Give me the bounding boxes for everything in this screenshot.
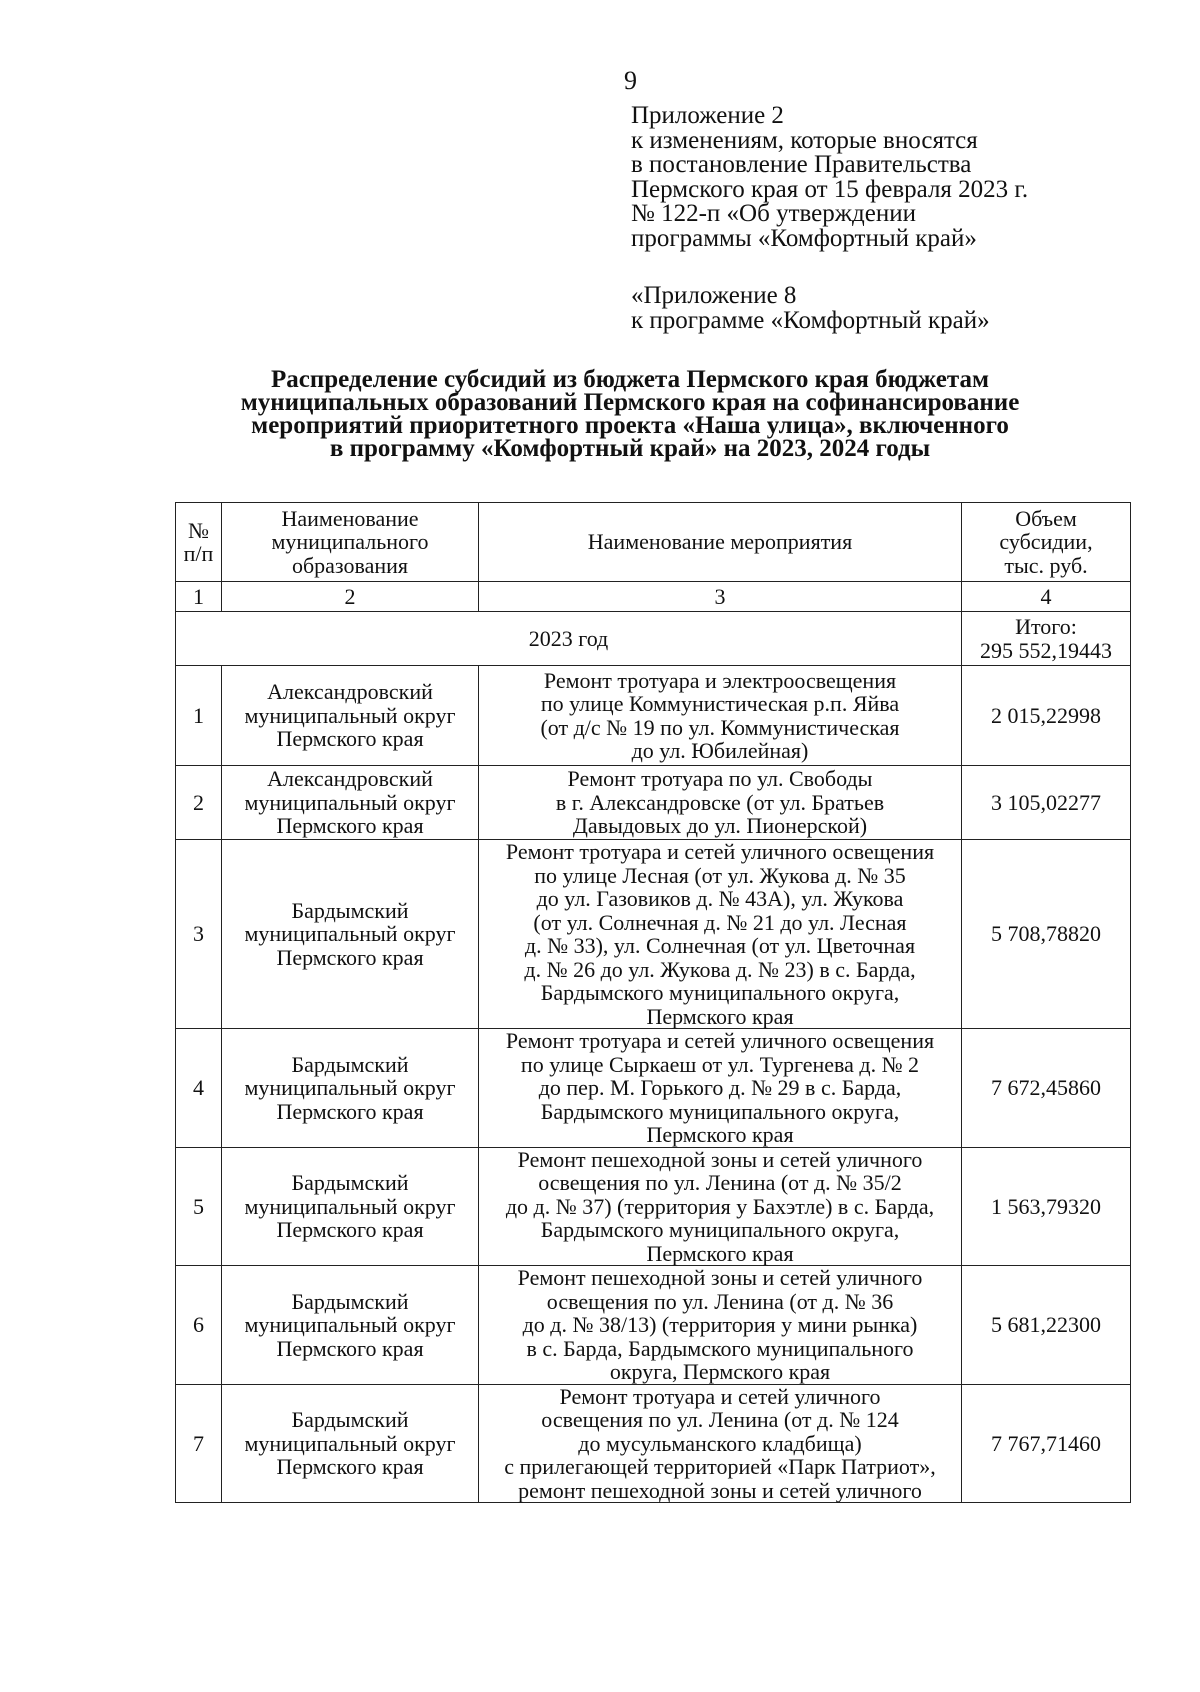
activity-cell bbox=[479, 1266, 962, 1385]
table-row bbox=[176, 1029, 1131, 1148]
column-number: 2 bbox=[222, 582, 479, 612]
activity-cell bbox=[479, 1384, 962, 1503]
cell-line: Бардымский bbox=[291, 1051, 409, 1077]
cell-line: Ремонт тротуара и сетей уличного освещения bbox=[505, 1028, 935, 1053]
cell-line: Александровский bbox=[267, 766, 433, 792]
cell-line: муниципальный округ bbox=[244, 702, 456, 728]
appendix-line: Пермского края от 15 февраля 2023 г. bbox=[631, 175, 1029, 203]
cell-line: Бардымский bbox=[291, 1170, 409, 1195]
cell-line: Ремонт тротуара и сетей уличного bbox=[559, 1383, 881, 1409]
municipality-cell bbox=[222, 766, 479, 840]
cell-line: 3 105,02277 bbox=[991, 789, 1101, 815]
cell-line: 4 bbox=[193, 1075, 204, 1100]
row-number bbox=[176, 666, 222, 766]
cell-line: Пермского края bbox=[276, 726, 424, 752]
cell-line: Бардымского муниципального округа, bbox=[540, 980, 900, 1005]
municipality-cell bbox=[222, 840, 479, 1029]
year-label: 2023 год bbox=[176, 612, 962, 666]
row-number bbox=[176, 766, 222, 840]
row-number bbox=[176, 1147, 222, 1266]
cell-line: Бардымского муниципального округа, bbox=[540, 1217, 900, 1242]
cell-line: 5 681,22300 bbox=[991, 1312, 1101, 1337]
cell-line: в с. Барда, Бардымского муниципального bbox=[526, 1335, 914, 1361]
cell-line: 295 552,19443 bbox=[980, 637, 1112, 663]
cell-line: 7 767,71460 bbox=[991, 1430, 1101, 1456]
activity-cell bbox=[479, 1029, 962, 1148]
cell-line: 1 563,79320 bbox=[991, 1193, 1101, 1219]
cell-line: до д. № 37) (территория у Бахэтле) в с. Барда, bbox=[505, 1193, 935, 1219]
cell-line: 1 bbox=[193, 702, 204, 728]
table-row bbox=[176, 766, 1131, 840]
row-number bbox=[176, 1266, 222, 1385]
column-number: 4 bbox=[962, 582, 1131, 612]
cell-line: субсидии, bbox=[999, 529, 1093, 555]
cell-line: муниципальный округ bbox=[244, 1430, 456, 1456]
amount-cell bbox=[962, 766, 1131, 840]
table-row bbox=[176, 840, 1131, 1029]
cell-line: (от ул. Солнечная д. № 21 до ул. Лесная bbox=[533, 909, 907, 935]
amount-cell bbox=[962, 1029, 1131, 1148]
cell-line: Ремонт пешеходной зоны и сетей уличного bbox=[517, 1265, 923, 1290]
header-amount bbox=[962, 503, 1131, 582]
cell-line: округа, Пермского края bbox=[609, 1359, 831, 1384]
column-number: 1 bbox=[176, 582, 222, 612]
cell-line: 5 708,78820 bbox=[991, 921, 1101, 947]
subsidy-table bbox=[175, 502, 1131, 1503]
cell-line: муниципальный округ bbox=[244, 789, 456, 815]
table-row bbox=[176, 1266, 1131, 1385]
cell-line: 7 672,45860 bbox=[991, 1075, 1101, 1100]
cell-line: Ремонт тротуара и электроосвещения bbox=[543, 667, 897, 693]
amount-cell bbox=[962, 1384, 1131, 1503]
cell-line: (от д/с № 19 по ул. Коммунистическая bbox=[540, 714, 900, 740]
cell-line: до мусульманского кладбища) bbox=[578, 1430, 862, 1456]
appendix-line: «Приложение 8 bbox=[631, 282, 797, 309]
activity-cell bbox=[479, 666, 962, 766]
cell-line: муниципальный округ bbox=[244, 1193, 456, 1219]
cell-line: Ремонт тротуара и сетей уличного освещения bbox=[505, 839, 935, 864]
municipality-cell bbox=[222, 666, 479, 766]
table-header-row bbox=[176, 503, 1131, 582]
title-line: Распределение субсидий из бюджета Пермского края бюджетам bbox=[270, 366, 990, 393]
table-row bbox=[176, 1384, 1131, 1503]
appendix-line: к изменениям, которые вносятся bbox=[631, 126, 978, 154]
cell-line: Пермского края bbox=[646, 1240, 794, 1266]
cell-line: д. № 26 до ул. Жукова д. № 23) в с. Барда, bbox=[524, 956, 916, 982]
cell-line: муниципальный округ bbox=[244, 1312, 456, 1337]
cell-line: Итого: bbox=[1015, 614, 1077, 639]
cell-line: в г. Александровске (от ул. Братьев bbox=[555, 789, 885, 815]
cell-line: 2 015,22998 bbox=[991, 702, 1101, 728]
activity-cell bbox=[479, 1147, 962, 1266]
header-municipality bbox=[222, 503, 479, 582]
cell-line: Наименование bbox=[281, 505, 419, 531]
cell-line: до ул. Юбилейная) bbox=[631, 738, 809, 763]
cell-line: муниципального bbox=[271, 529, 429, 555]
cell-line: ремонт пешеходной зоны и сетей уличного bbox=[518, 1477, 922, 1503]
appendix-line: программы «Комфортный край» bbox=[631, 224, 977, 252]
cell-line: Давыдовых до ул. Пионерской) bbox=[572, 813, 868, 839]
activity-cell bbox=[479, 766, 962, 840]
title-line: в программу «Комфортный край» на 2023, 2024 годы bbox=[329, 435, 931, 462]
cell-line: Пермского края bbox=[646, 1122, 794, 1147]
cell-line: до ул. Газовиков д. № 43А), ул. Жукова bbox=[536, 886, 904, 911]
cell-line: Объем bbox=[1015, 505, 1077, 531]
appendix-line: Приложение 2 bbox=[631, 102, 784, 129]
cell-line: муниципальный округ bbox=[244, 1075, 456, 1100]
cell-line: Бардымский bbox=[291, 897, 409, 923]
cell-line: Бардымского муниципального округа, bbox=[540, 1098, 900, 1124]
cell-line: № bbox=[188, 517, 209, 543]
cell-line: 2 bbox=[193, 789, 204, 815]
cell-line: Наименование мероприятия bbox=[587, 529, 853, 555]
column-numbers-row bbox=[176, 582, 1131, 612]
cell-line: с прилегающей территорией «Парк Патриот», bbox=[504, 1454, 936, 1479]
cell-line: Пермского края bbox=[276, 1098, 424, 1124]
cell-line: Ремонт пешеходной зоны и сетей уличного bbox=[517, 1146, 923, 1172]
cell-line: Пермского края bbox=[276, 1454, 424, 1479]
amount-cell bbox=[962, 1147, 1131, 1266]
cell-line: 5 bbox=[193, 1193, 204, 1219]
cell-line: образования bbox=[291, 552, 409, 578]
cell-line: до пер. М. Горького д. № 29 в с. Барда, bbox=[538, 1075, 902, 1100]
appendix-header bbox=[631, 104, 1028, 251]
cell-line: Бардымский bbox=[291, 1407, 409, 1432]
cell-line: 3 bbox=[193, 921, 204, 947]
cell-line: освещения по ул. Ленина (от д. № 124 bbox=[541, 1407, 899, 1432]
amount-cell bbox=[962, 1266, 1131, 1385]
municipality-cell bbox=[222, 1029, 479, 1148]
cell-line: Бардымский bbox=[291, 1288, 409, 1314]
title-line: муниципальных образований Пермского края на софинансирование bbox=[240, 389, 1020, 416]
header-activity bbox=[479, 503, 962, 582]
title-line: мероприятий приоритетного проекта «Наша улица», включенного bbox=[251, 412, 1009, 439]
table-row bbox=[176, 1147, 1131, 1266]
cell-line: Пермского края bbox=[276, 944, 424, 970]
document-title bbox=[150, 368, 1110, 460]
column-number: 3 bbox=[479, 582, 962, 612]
year-total bbox=[962, 612, 1131, 666]
header-number bbox=[176, 503, 222, 582]
cell-line: по улице Сыркаеш от ул. Тургенева д. № 2 bbox=[520, 1051, 920, 1077]
table-row bbox=[176, 666, 1131, 766]
appendix-line: № 122-п «Об утверждении bbox=[631, 200, 916, 227]
cell-line: Александровский bbox=[267, 679, 433, 705]
cell-line: Пермского края bbox=[276, 1335, 424, 1361]
row-number bbox=[176, 1029, 222, 1148]
cell-line: Пермского края bbox=[276, 1217, 424, 1242]
municipality-cell bbox=[222, 1384, 479, 1503]
municipality-cell bbox=[222, 1147, 479, 1266]
municipality-cell bbox=[222, 1266, 479, 1385]
cell-line: п/п bbox=[183, 541, 214, 566]
row-number bbox=[176, 840, 222, 1029]
cell-line: 6 bbox=[193, 1312, 204, 1337]
cell-line: Ремонт тротуара по ул. Свободы bbox=[567, 766, 873, 792]
cell-line: по улице Коммунистическая р.п. Яйва bbox=[540, 691, 900, 716]
appendix-line: к программе «Комфортный край» bbox=[631, 307, 990, 334]
cell-line: освещения по ул. Ленина (от д. № 35/2 bbox=[538, 1170, 902, 1195]
year-row bbox=[176, 612, 1131, 666]
appendix-line: в постановление Правительства bbox=[631, 151, 972, 178]
cell-line: Пермского края bbox=[646, 1003, 794, 1029]
row-number bbox=[176, 1384, 222, 1503]
appendix-sub bbox=[631, 283, 990, 333]
cell-line: до д. № 38/13) (территория у мини рынка) bbox=[522, 1312, 918, 1337]
cell-line: 7 bbox=[193, 1430, 204, 1456]
amount-cell bbox=[962, 666, 1131, 766]
cell-line: Пермского края bbox=[276, 813, 424, 839]
activity-cell bbox=[479, 840, 962, 1029]
cell-line: освещения по ул. Ленина (от д. № 36 bbox=[546, 1288, 894, 1314]
cell-line: д. № 33), ул. Солнечная (от ул. Цветочная bbox=[524, 933, 916, 958]
cell-line: тыс. руб. bbox=[1004, 552, 1088, 578]
amount-cell bbox=[962, 840, 1131, 1029]
cell-line: по улице Лесная (от ул. Жукова д. № 35 bbox=[534, 862, 906, 888]
cell-line: муниципальный округ bbox=[244, 921, 456, 947]
page-number: 9 bbox=[624, 66, 637, 95]
